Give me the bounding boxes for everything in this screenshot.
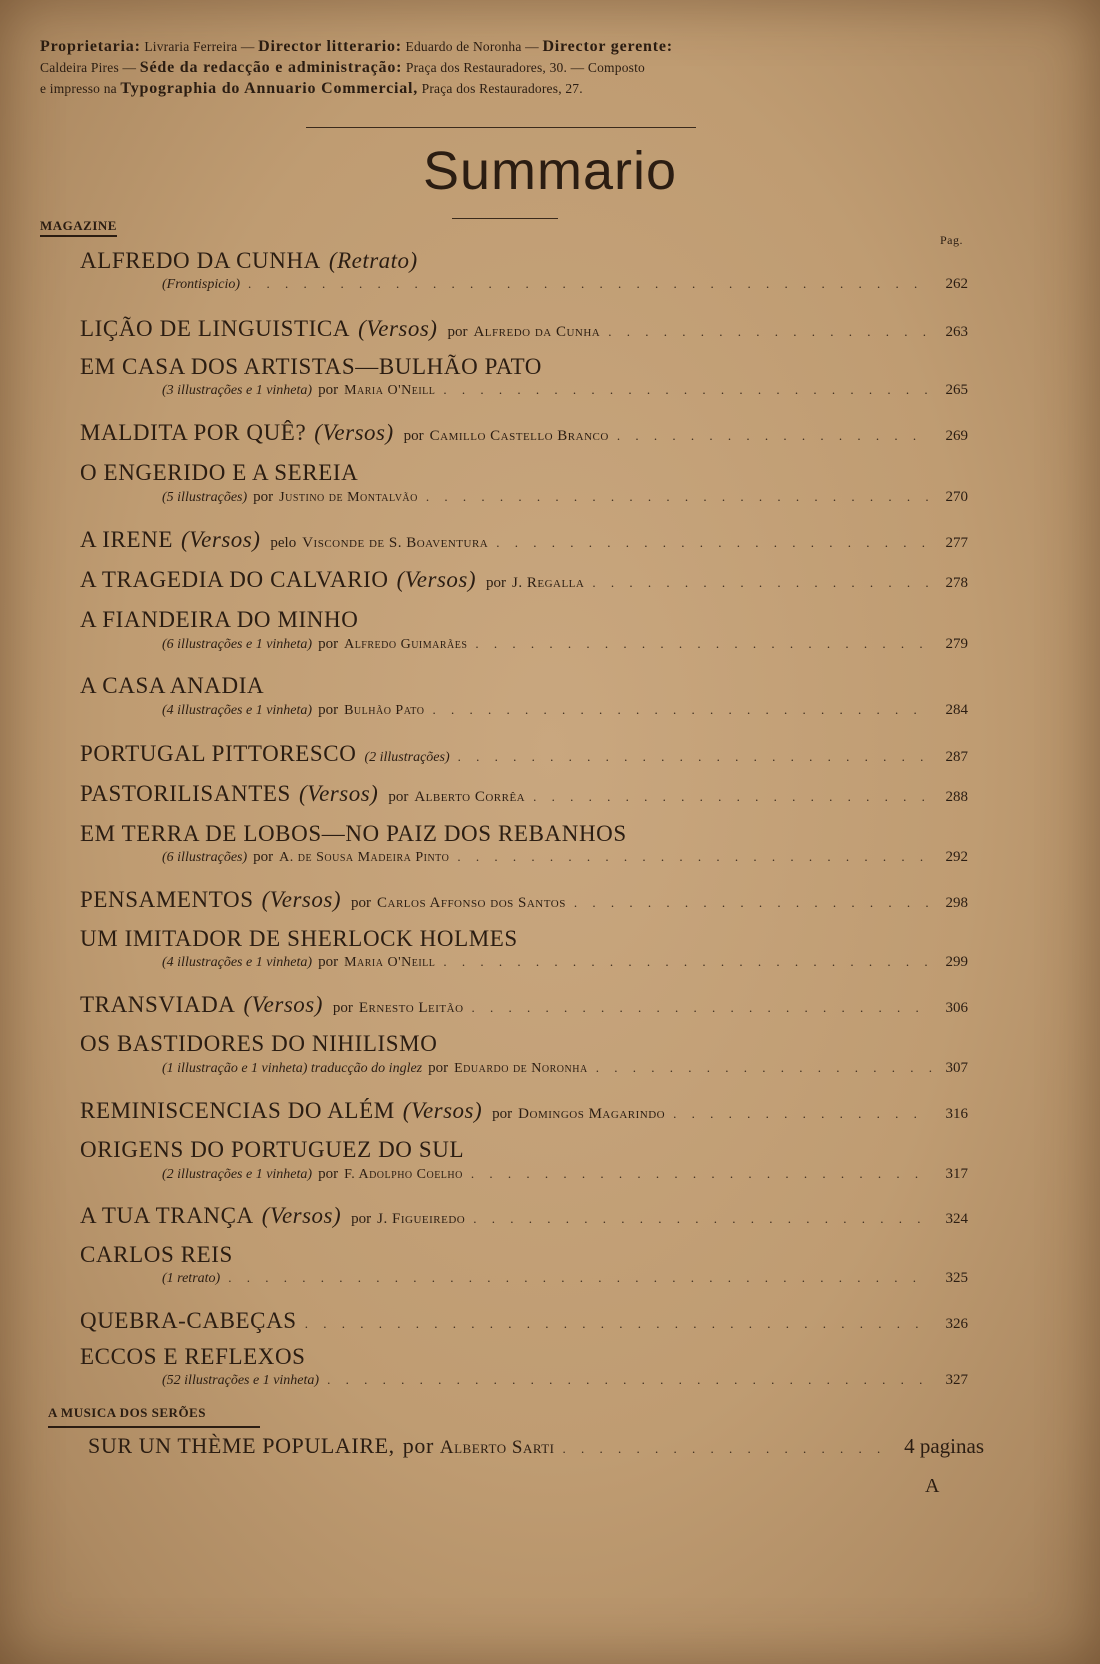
toc-entry[interactable] <box>80 926 780 952</box>
entry-title: CARLOS REIS <box>80 1242 233 1267</box>
musica-by: por <box>402 1433 434 1458</box>
leader-dots <box>458 749 932 765</box>
entry-title: A IRENE <box>80 527 173 552</box>
leader-dots <box>443 954 932 970</box>
entry-page: 306 <box>945 1000 968 1016</box>
entry-by: por <box>403 428 424 444</box>
entry-page: 288 <box>945 789 968 805</box>
entry-detail: (3 illustrações e 1 vinheta) <box>162 383 313 398</box>
toc-entry-detail <box>162 1372 968 1389</box>
leader-dots <box>608 324 932 340</box>
entry-author: Domingos Magarindo <box>518 1106 666 1122</box>
entry-page: 277 <box>945 535 968 551</box>
entry-author: J. Regalla <box>512 575 585 591</box>
entry-by: por <box>492 1106 513 1122</box>
entry-detail: (1 illustração e 1 vinheta) traducção do inglez <box>162 1061 423 1076</box>
imprint-director-litterario: Eduardo de Noronha — <box>401 39 543 54</box>
entry-genre: (Versos) <box>261 887 341 912</box>
imprint-impresso: e impresso na <box>40 81 121 96</box>
entry-detail: (2 illustrações e 1 vinheta) <box>162 1167 313 1182</box>
leader-dots <box>432 702 932 718</box>
entry-title: ECCOS E REFLEXOS <box>80 1344 306 1369</box>
toc-entry[interactable] <box>80 741 968 767</box>
entry-page: 287 <box>945 749 968 765</box>
entry-page: 278 <box>945 575 968 591</box>
imprint-proprietaria: Livraria Ferreira — <box>140 39 259 54</box>
entry-page: 326 <box>945 1316 968 1332</box>
entry-by: por <box>253 849 274 865</box>
imprint-line-2 <box>40 57 1060 78</box>
leader-dots <box>228 1270 932 1286</box>
entry-author: Ernesto Leitão <box>358 1000 464 1016</box>
leader-dots <box>443 382 932 398</box>
entry-detail: (Frontispicio) <box>162 277 241 292</box>
leader-dots <box>563 1441 886 1457</box>
toc-entry[interactable] <box>80 887 968 913</box>
entry-title: TRANSVIADA <box>80 992 236 1017</box>
toc-entry-detail <box>162 636 968 653</box>
entry-genre: (Versos) <box>402 1098 483 1123</box>
entry-title: REMINISCENCIAS DO ALÉM <box>80 1098 395 1123</box>
imprint-director-gerente: Caldeira Pires — <box>40 60 140 75</box>
entry-page: 292 <box>945 849 968 865</box>
entry-by: por <box>253 489 274 505</box>
imprint-sede: Praça dos Restauradores, 30. — Composto <box>402 60 646 75</box>
entry-title: PORTUGAL PITTORESCO <box>80 741 357 766</box>
leader-dots <box>457 849 932 865</box>
entry-title: A TRAGEDIA DO CALVARIO <box>80 567 389 592</box>
toc-entry[interactable] <box>80 1031 780 1057</box>
entry-author: A. de Sousa Madeira Pinto <box>279 850 450 865</box>
entry-genre: (Versos) <box>314 420 394 445</box>
leader-dots <box>533 789 932 805</box>
entry-title: LIÇÃO DE LINGUISTICA <box>80 316 351 341</box>
leader-dots <box>472 1000 932 1016</box>
imprint-proprietaria-label: Proprietaria: <box>40 38 141 55</box>
entry-by: por <box>351 1211 372 1227</box>
entry-page: 327 <box>945 1372 968 1388</box>
entry-by: pelo <box>270 535 297 551</box>
toc-entry[interactable] <box>80 1344 780 1370</box>
toc-entry[interactable] <box>80 1203 968 1229</box>
entry-author: Maria O'Neill <box>344 383 436 398</box>
entry-illustrations: (2 illustrações) <box>364 750 450 765</box>
leader-dots <box>673 1106 932 1122</box>
entry-page: 269 <box>945 428 968 444</box>
toc-entry[interactable] <box>80 316 968 342</box>
leader-dots <box>496 535 932 551</box>
top-divider <box>306 127 696 128</box>
entry-by: por <box>428 1060 449 1076</box>
entry-page: 325 <box>945 1270 968 1286</box>
toc-entry-detail <box>162 702 968 719</box>
entry-by: por <box>318 954 339 970</box>
entry-detail: (6 illustrações) <box>162 850 248 865</box>
entry-title: ALFREDO DA CUNHA <box>80 248 321 273</box>
entry-detail: (1 retrato) <box>162 1271 221 1286</box>
entry-author: Alfredo Guimarães <box>344 637 468 652</box>
toc-entry[interactable] <box>80 1137 780 1163</box>
imprint-typographia: Typographia do Annuario Commercial, <box>120 80 419 97</box>
leader-dots <box>596 1060 932 1076</box>
toc-entry[interactable] <box>80 527 968 553</box>
entry-title: EM CASA DOS ARTISTAS—BULHÃO PATO <box>80 354 543 379</box>
entry-author: Visconde de S. Boaventura <box>302 535 489 551</box>
toc-entry[interactable] <box>80 1242 780 1268</box>
toc-entry[interactable] <box>80 1308 968 1334</box>
entry-by: por <box>318 636 339 652</box>
entry-genre: (Versos) <box>243 992 323 1017</box>
imprint <box>40 36 1060 99</box>
imprint-director-litterario-label: Director litterario: <box>258 38 402 55</box>
entry-page: 262 <box>945 276 968 292</box>
entry-author: Maria O'Neill <box>344 955 436 970</box>
entry-page: 317 <box>945 1166 968 1182</box>
entry-title: OS BASTIDORES DO NIHILISMO <box>80 1031 438 1056</box>
toc-entry[interactable] <box>80 567 968 593</box>
imprint-director-gerente-label: Director gerente: <box>542 38 673 55</box>
leader-dots <box>248 276 932 292</box>
toc-entry-detail <box>162 849 968 866</box>
entry-title: ORIGENS DO PORTUGUEZ DO SUL <box>80 1137 465 1162</box>
musica-pages: 4 paginas <box>904 1434 984 1458</box>
entry-author: Bulhão Pato <box>344 703 425 718</box>
entry-title: O ENGERIDO E A SEREIA <box>80 460 359 485</box>
leader-dots <box>471 1166 932 1182</box>
entry-genre: (Retrato) <box>328 248 418 273</box>
toc-entry-detail <box>162 489 968 506</box>
leader-dots <box>426 489 932 505</box>
leader-dots <box>473 1211 932 1227</box>
entry-genre: (Versos) <box>396 567 477 592</box>
section-heading-magazine: MAGAZINE <box>40 218 117 237</box>
entry-genre: (Versos) <box>261 1203 342 1228</box>
entry-page: 307 <box>945 1060 968 1076</box>
entry-page: 316 <box>945 1106 968 1122</box>
entry-author: Alberto Corrêa <box>414 789 526 805</box>
toc-entry[interactable] <box>80 354 780 380</box>
entry-detail: (4 illustrações e 1 vinheta) <box>162 703 313 718</box>
toc-entry[interactable] <box>80 992 968 1018</box>
toc-entry[interactable] <box>80 420 968 446</box>
toc-entry-detail <box>162 954 968 971</box>
entry-author: F. Adolpho Coelho <box>344 1167 463 1182</box>
toc-entry[interactable] <box>80 1098 968 1124</box>
page-title: Summario <box>422 141 678 201</box>
section-heading-musica: A MUSICA DOS SERÕES <box>48 1405 206 1420</box>
toc-entry-detail <box>162 1270 968 1287</box>
leader-dots <box>592 575 932 591</box>
imprint-line-3 <box>40 78 1060 99</box>
entry-author: Alfredo da Cunha <box>473 324 601 340</box>
entry-title: QUEBRA-CABEÇAS <box>80 1308 297 1333</box>
entry-detail: (5 illustrações) <box>162 490 248 505</box>
toc-entry-detail <box>162 382 968 399</box>
entry-by: por <box>318 702 339 718</box>
musica-entry[interactable] <box>88 1433 984 1459</box>
imprint-sede-label: Séde da redacção e administração: <box>139 59 403 76</box>
entry-by: por <box>486 575 507 591</box>
entry-page: 279 <box>945 636 968 652</box>
entry-page: 298 <box>945 895 968 911</box>
entry-author: Camillo Castello Branco <box>429 428 609 444</box>
leader-dots <box>574 895 932 911</box>
entry-by: por <box>351 895 371 911</box>
toc-entry-detail <box>162 1166 968 1183</box>
entry-by: por <box>388 789 409 805</box>
entry-author: Carlos Affonso dos Santos <box>377 895 566 911</box>
toc-entry-detail <box>162 276 968 293</box>
entry-by: por <box>447 324 468 340</box>
entry-detail: (4 illustrações e 1 vinheta) <box>162 955 313 970</box>
entry-detail: (6 illustrações e 1 vinheta) <box>162 637 313 652</box>
title-divider <box>452 218 558 219</box>
toc-entry[interactable] <box>80 673 780 699</box>
entry-title: EM TERRA DE LOBOS—NO PAIZ DOS REBANHOS <box>80 821 627 846</box>
entry-title: PASTORILISANTES <box>80 781 291 806</box>
entry-page: 284 <box>945 702 968 718</box>
page-column-header: Pag. <box>940 233 963 247</box>
leader-dots <box>327 1372 932 1388</box>
entry-title: PENSAMENTOS <box>80 887 254 912</box>
entry-title: A FIANDEIRA DO MINHO <box>80 607 359 632</box>
entry-detail: (52 illustrações e 1 vinheta) <box>162 1373 320 1388</box>
entry-title: MALDITA POR QUÊ? <box>80 420 307 445</box>
entry-by: por <box>318 382 339 398</box>
entry-genre: (Versos) <box>358 316 438 341</box>
toc-entry[interactable] <box>80 821 780 847</box>
toc-entry[interactable] <box>80 460 780 486</box>
entry-page: 270 <box>945 489 968 505</box>
entry-title: A CASA ANADIA <box>80 673 265 698</box>
entry-genre: (Versos) <box>181 527 261 552</box>
entry-title: A TUA TRANÇA <box>80 1203 254 1228</box>
section-musica-underline <box>48 1426 260 1428</box>
leader-dots <box>305 1316 932 1332</box>
entry-page: 324 <box>945 1211 968 1227</box>
entry-title: UM IMITADOR DE SHERLOCK HOLMES <box>80 926 518 951</box>
musica-title: SUR UN THÈME POPULAIRE, <box>88 1433 395 1458</box>
entry-by: por <box>318 1166 339 1182</box>
entry-author: Eduardo de Noronha <box>454 1061 588 1076</box>
entry-author: Justino de Montalvão <box>279 490 418 505</box>
entry-author: J. Figueiredo <box>377 1211 466 1227</box>
entry-page: 263 <box>945 324 968 340</box>
leader-dots <box>475 636 932 652</box>
toc-entry[interactable] <box>80 607 780 633</box>
toc-entry[interactable] <box>80 781 968 807</box>
entry-page: 299 <box>945 954 968 970</box>
musica-author: Alberto Sarti <box>439 1437 555 1458</box>
entry-genre: (Versos) <box>298 781 379 806</box>
entry-by: por <box>332 1000 353 1016</box>
leader-dots <box>617 428 932 444</box>
toc-entry[interactable] <box>80 248 780 274</box>
musica-letter: A <box>925 1475 940 1497</box>
toc-entry-detail <box>162 1060 968 1077</box>
imprint-line-1 <box>40 36 1060 57</box>
imprint-typographia-address: Praça dos Restauradores, 27. <box>418 81 583 96</box>
entry-page: 265 <box>945 382 968 398</box>
